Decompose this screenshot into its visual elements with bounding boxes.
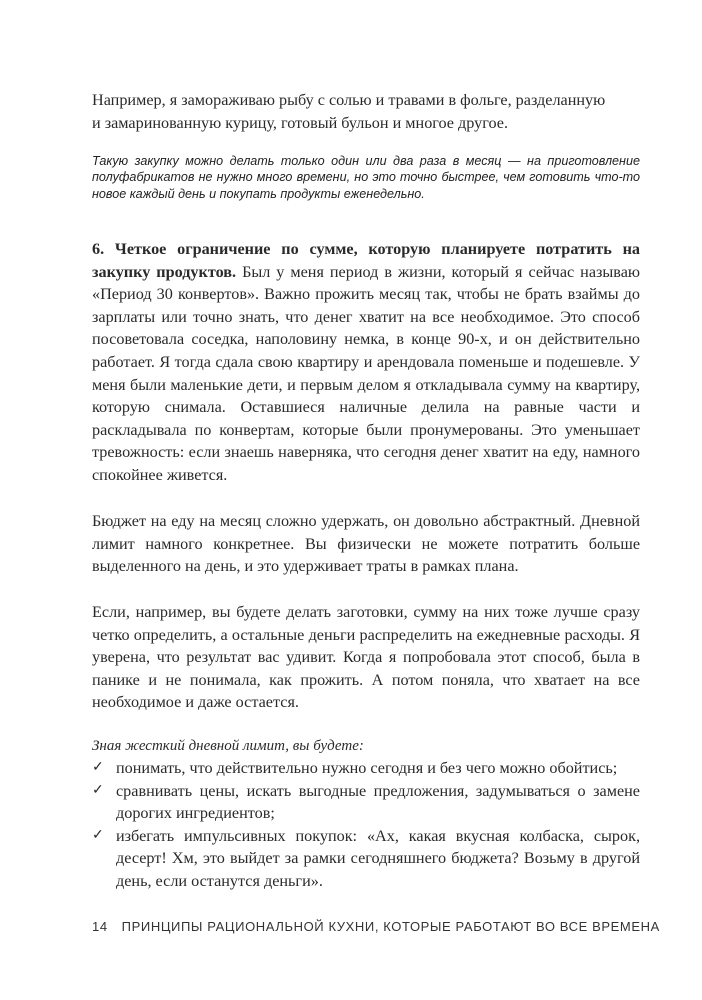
budget-paragraph-text: Бюджет на еду на месяц сложно удержать, он довольно абстрактный. Дневной лимит намного конкретнее. Вы физически не можете потратить больше выделенного на день, и это удерживает траты в рамках плана.	[92, 512, 640, 576]
list-item-text: сравнивать цены, искать выгодные предложения, задумываться о замене дорогих ингредиентов;	[116, 781, 640, 823]
list-item	[92, 780, 640, 825]
list-item	[92, 757, 640, 780]
list-item	[92, 825, 640, 893]
intro-line-1: Например, я замораживаю рыбу с солью и травами в фольге, разделанную	[92, 91, 606, 109]
limit-list-block	[92, 735, 640, 893]
page-footer	[92, 919, 660, 934]
check-icon: ✓	[92, 760, 104, 775]
budget-paragraph	[92, 510, 640, 578]
section-6-body: Был у меня период в жизни, который я сейчас называю «Период 30 конвертов». Важно прожить месяц так, чтобы не брать взаймы до зарплаты или точно знать, что денег хватит на все необходимое. Это способ посоветовала соседка, наполовину немка, в конце 90-х, и он действительно работает. Я тогда сдала свою квартиру и арендовала поменьше и подешевле. У меня были маленькие дети, и первым делом я откладывала сумму на квартиру, которую снимала. Оставшиеся наличные делила на равные части и раскладывала по конвертам, которые были пронумерованы. Это уменьшает тревожность: если знаешь наверняка, что сегодня денег хватит на еду, намного спокойнее живется.	[92, 262, 640, 484]
page-number: 14	[92, 919, 108, 934]
list-lead: Зная жесткий дневной лимит, вы будете:	[92, 738, 364, 754]
section-6-text	[92, 238, 640, 487]
section-6-heading: 6. Четкое ограничение по сумме, которую планируете потратить на закупку продуктов.	[92, 240, 640, 281]
running-title: ПРИНЦИПЫ РАЦИОНАЛЬНОЙ КУХНИ, КОТОРЫЕ РАБОТАЮТ ВО ВСЕ ВРЕМЕНА	[121, 919, 660, 934]
note-text: Такую закупку можно делать только один или два раза в месяц — на приготовление полуфабрикатов не нужно много времени, но это точно быстрее, чем готовить что-то новое каждый день и покупать продукты еженедельно.	[92, 154, 640, 201]
list-item-text: избегать импульсивных покупок: «Ах, какая вкусная колбаска, сырок, десерт! Хм, это выйдет за рамки сегодняшнего бюджета? Возьму в другой день, если останутся деньги».	[116, 826, 640, 890]
preserves-paragraph	[92, 601, 640, 714]
intro-line-2: и замаринованную курицу, готовый бульон и многое другое.	[92, 113, 509, 132]
section-6	[92, 238, 640, 487]
preserves-paragraph-text: Если, например, вы будете делать заготовки, сумму на них тоже лучше сразу четко определить, а остальные деньги распределить на ежедневные расходы. Я уверена, что результат вас удивит. Когда я попробовала этот способ, была в панике и не понимала, как прожить. А потом поняла, что хватает на все необходимое и даже остается.	[92, 603, 640, 712]
check-icon: ✓	[92, 782, 104, 798]
list-item-text: понимать, что действительно нужно сегодня и без чего можно обойтись;	[116, 759, 618, 777]
italic-note	[92, 153, 640, 202]
intro-paragraph	[92, 89, 640, 134]
checklist	[92, 757, 640, 893]
check-icon: ✓	[92, 827, 104, 843]
